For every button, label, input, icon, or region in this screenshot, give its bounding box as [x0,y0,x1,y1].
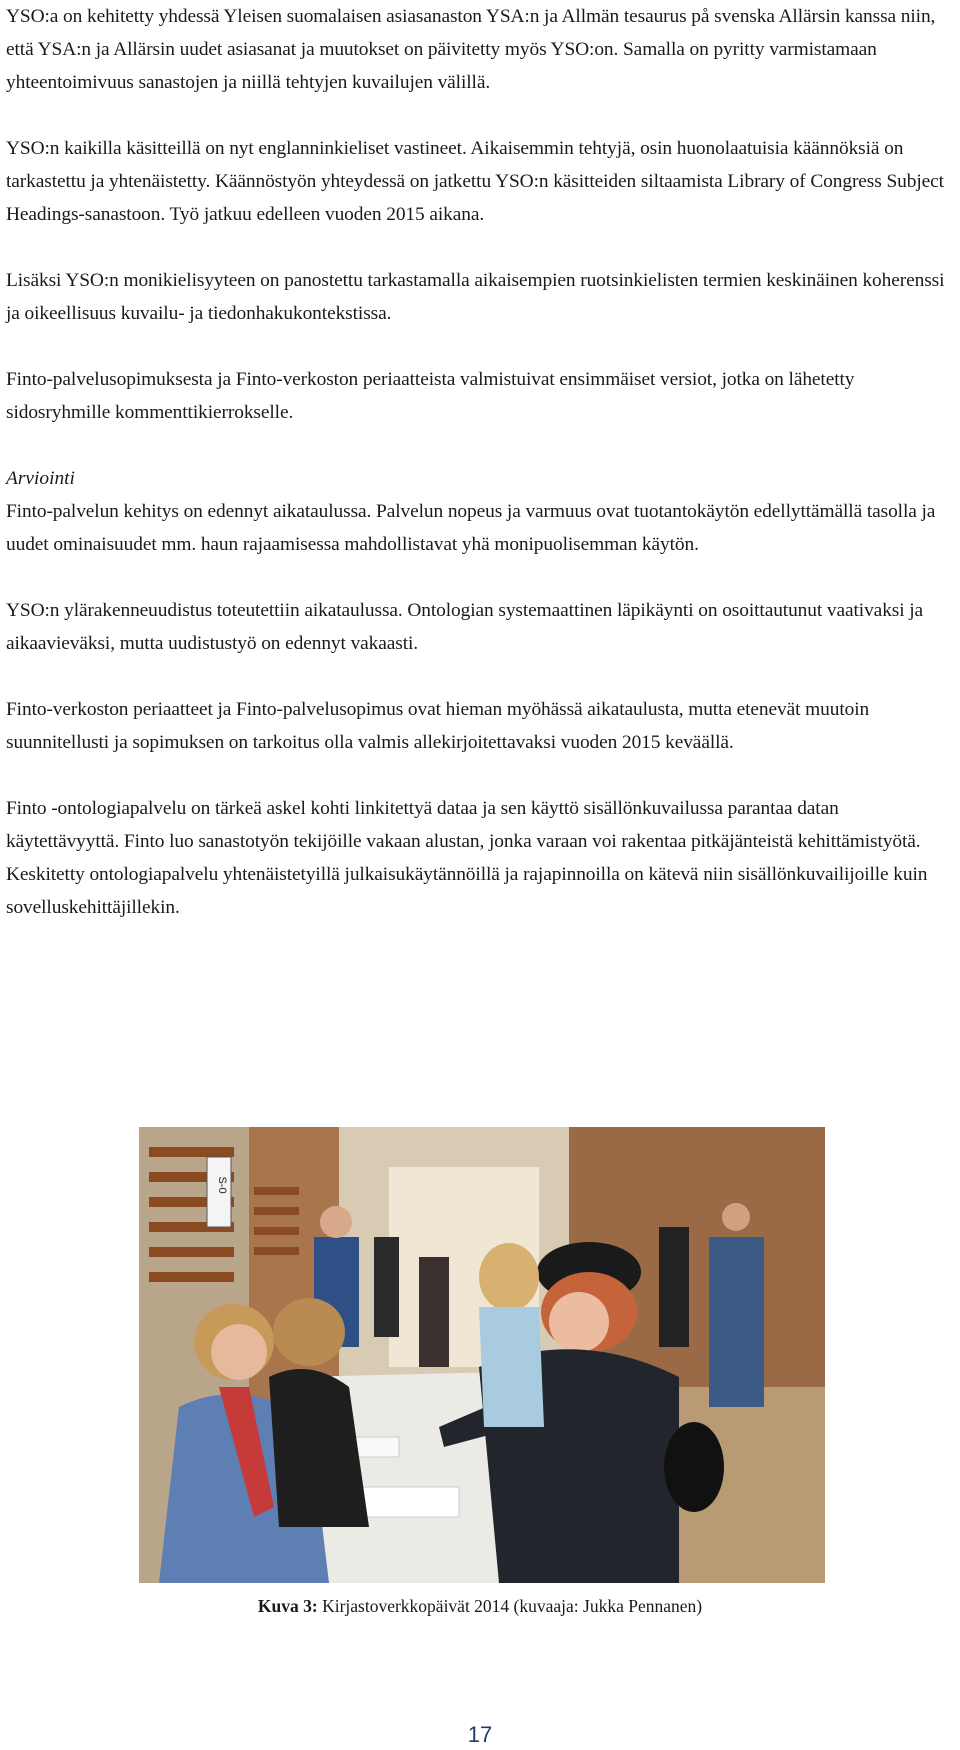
figure-caption-label: Kuva 3: [257,1596,318,1616]
figure-caption-text: Kirjastoverkkopäivät 2014 (kuvaaja: Jukka Pennanen) [317,1596,703,1616]
event-photo [139,1127,825,1583]
paragraph-arviointi-2: YSO:n ylärakenneuudistus toteutettiin aikataulussa. Ontologian systemaattinen läpikäynti on osoittautunut vaativaksi ja aikaavieväksi, mutta uudistustyö on edennyt vakaasti. [6,600,924,654]
document-body [6,0,956,957]
paragraph-arviointi-1: Finto-palvelun kehitys on edennyt aikataulussa. Palvelun nopeus ja varmuus ovat tuotantokäytön edellyttämällä tasolla ja uudet ominaisuudet mm. haun rajaamisessa mahdollistavat yhä monipuolisemman käytön. [6,501,936,555]
paragraph-arviointi-4: Finto -ontologiapalvelu on tärkeä askel kohti linkitettyä dataa ja sen käyttö sisällönkuvailussa parantaa datan käytettävyyttä. Finto luo sanastotyön tekijöille vakaan alustan, jonka varaan voi rakentaa pitkäjänteistä kehittämistyötä. Keskitetty ontologiapalvelu yhtenäistetyillä julkaisukäytännöillä ja rajapinnoilla on kätevä niin sisällönkuvailijoille kuin sovelluskehittäjillekin. [6,798,928,918]
section-heading-arviointi: Arviointi [6,468,75,489]
page-number: 17 [467,1722,493,1747]
paragraph-yso-development: YSO:a on kehitetty yhdessä Yleisen suomalaisen asiasanaston YSA:n ja Allmän tesaurus på svenska Allärsin kanssa niin, että YSA:n ja Allärsin uudet asiasanat ja muutokset on päivitetty myös YSO:on. Samalla on pyritty varmistamaan yhteentoimivuus sanastojen ja niillä tehtyjen kuvailujen välillä. [6,6,936,93]
event-photo-illustration [139,1127,825,1583]
paragraph-finto-agreement: Finto-palvelusopimuksesta ja Finto-verkoston periaatteista valmistuivat ensimmäiset versiot, jotka on lähetetty sidosryhmille kommenttikierrokselle. [6,369,855,423]
figure-caption [0,1596,960,1617]
paragraph-yso-translations: YSO:n kaikilla käsitteillä on nyt englanninkieliset vastineet. Aikaisemmin tehtyjä, osin huonolaatuisia käännöksiä on tarkastettu ja yhtenäistetty. Käännöstyön yhteydessä on jatkettu YSO:n käsitteiden siltaamista Library of Congress Subject Headings-sanastoon. Työ jatkuu edelleen vuoden 2015 aikana. [6,138,944,225]
sign-label: S-0 [216,1176,228,1194]
paragraph-yso-multilingual: Lisäksi YSO:n monikielisyyteen on panostettu tarkastamalla aikaisempien ruotsinkielisten termien keskinäinen koherenssi ja oikeellisuus kuvailu- ja tiedonhakukontekstissa. [6,270,945,324]
paragraph-arviointi-3: Finto-verkoston periaatteet ja Finto-palvelusopimus ovat hieman myöhässä aikataulusta, mutta etenevät muutoin suunnitellusti ja sopimuksen on tarkoitus olla valmis allekirjoitettavaksi vuoden 2015 keväällä. [6,699,870,753]
